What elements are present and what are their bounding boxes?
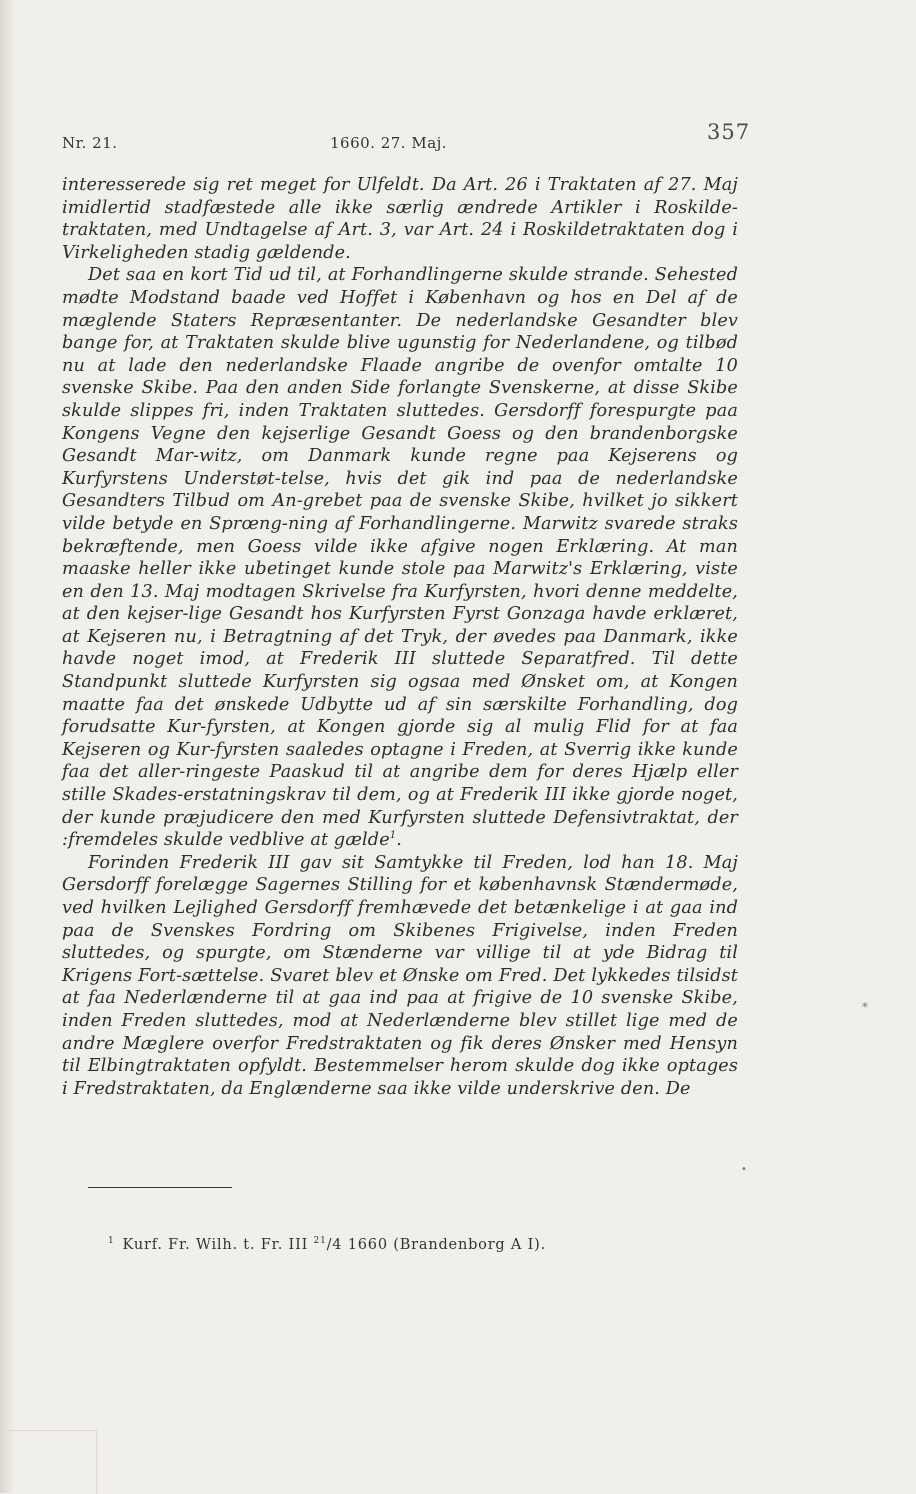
footnote-date-denominator: /4 [326, 1236, 343, 1253]
paragraph-3: Forinden Frederik III gav sit Samtykke til Freden, lod han 18. Maj Gersdorff forelægge Sagernes Stilling for et københavnsk Stændermøde, ved hvilken Lejlighed Gersdorff fremhævede det betænkelige i at gaa ind paa de Svenskes Fordring om Skibenes Frigivelse, inden Freden sluttedes, og spurgte, om Stænderne var villige til at yde Bidrag til Krigens Fort-sættelse. Svaret blev et Ønske om Fred. Det lykkedes tilsidst at faa Nederlænderne til at gaa ind paa at frigive de 10 svenske Skibe, inden Freden sluttedes, mod at Nederlænderne blev stillet lige med de andre Mæglere overfor Fredstraktaten og fik deres Ønsker med Hensyn til Elbingtraktaten opfyldt. Bestemmelser herom skulde dog ikke optages i Fredstraktaten, da Englænderne saa ikke vilde underskrive den. De [62, 852, 738, 1099]
scan-corner-mark [0, 1430, 97, 1494]
footnote-divider [88, 1187, 232, 1188]
page-number: 357 [707, 120, 751, 144]
running-header [62, 120, 751, 160]
document-number: Nr. 21. [62, 134, 118, 152]
footnote-date-numerator: 21 [313, 1236, 327, 1246]
page-edge-shadow [0, 0, 14, 1493]
footnote-reference: 1 [389, 830, 397, 842]
footnote [108, 1236, 546, 1253]
footnote-mark: 1 [108, 1236, 115, 1246]
footnote-text-before: Kurf. Fr. Wilh. t. Fr. III [122, 1236, 314, 1253]
body-text [62, 174, 738, 1100]
paragraph-2-text: Det saa en kort Tid ud til, at Forhandlingerne skulde strande. Sehested mødte Modstand baade ved Hoffet i København og hos en Del af de mæglende Staters Repræsentanter. De nederlandske Gesandter blev bange for, at Traktaten skulde blive ugunstig for Nederlandene, og tilbød nu at lade den nederlandske Flaade angribe de ovenfor omtalte 10 svenske Skibe. Paa den anden Side forlangte Svenskerne, at disse Skibe skulde slippes fri, inden Traktaten sluttedes. Gersdorff forespurgte paa Kongens Vegne den kejserlige Gesandt Goess og den brandenborgske Gesandt Mar-witz, om Danmark kunde regne paa Kejserens og Kurfyrstens Understøt-telse, hvis det gik ind paa de nederlandske Gesandters Tilbud om An-grebet paa de svenske Skibe, hvilket jo sikkert vilde betyde en Sprœng-ning af Forhandlingerne. Marwitz svarede straks bekræftende, men Goess vilde ikke afgive nogen Erklæring. At man maaske heller ikke ubetinget kunde stole paa Marwitz's Erklæring, viste en den 13. Maj modtagen Skrivelse fra Kurfyrsten, hvori denne meddelte, at den kejser-lige Gesandt hos Kurfyrsten Fyrst Gonzaga havde erklæret, at Kejseren nu, i Betragtning af det Tryk, der øvedes paa Danmark, ikke havde noget imod, at Frederik III sluttede Separatfred. Til dette Standpunkt sluttede Kurfyrsten sig ogsaa med Ønsket om, at Kongen maatte faa det ønskede Udbytte ud af sin særskilte Forhandling, dog forudsatte Kur-fyrsten, at Kongen gjorde sig al mulig Flid for at faa Kejseren og Kur-fyrsten saaledes optagne i Freden, at Sverrig ikke kunde faa det aller-ringeste Paaskud til at angribe dem for deres Hjælp eller stille Skades-erstatningskrav til dem, og at Frederik III ikke gjorde noget, der kunde præjudicere den med Kurfyrsten sluttede Defensivtraktat, der :fremdeles skulde vedblive at gælde [62, 265, 738, 851]
paragraph-1: interesserede sig ret meget for Ulfeldt. Da Art. 26 i Traktaten af 27. Maj imidlertid stadfæstede alle ikke særlig ændrede Artikler i Roskilde-traktaten, med Undtagelse af Art. 3, var Art. 24 i Roskildetraktaten dog i Virkeligheden stadig gældende. [62, 175, 738, 263]
margin-speck: * [862, 1000, 868, 1014]
paragraph-2-tail: . [396, 830, 403, 851]
paragraph-2 [62, 264, 738, 851]
margin-dot: • [741, 1164, 747, 1175]
footnote-text-after: 1660 (Brandenborg A I). [342, 1236, 546, 1253]
header-date: 1660. 27. Maj. [330, 134, 448, 152]
